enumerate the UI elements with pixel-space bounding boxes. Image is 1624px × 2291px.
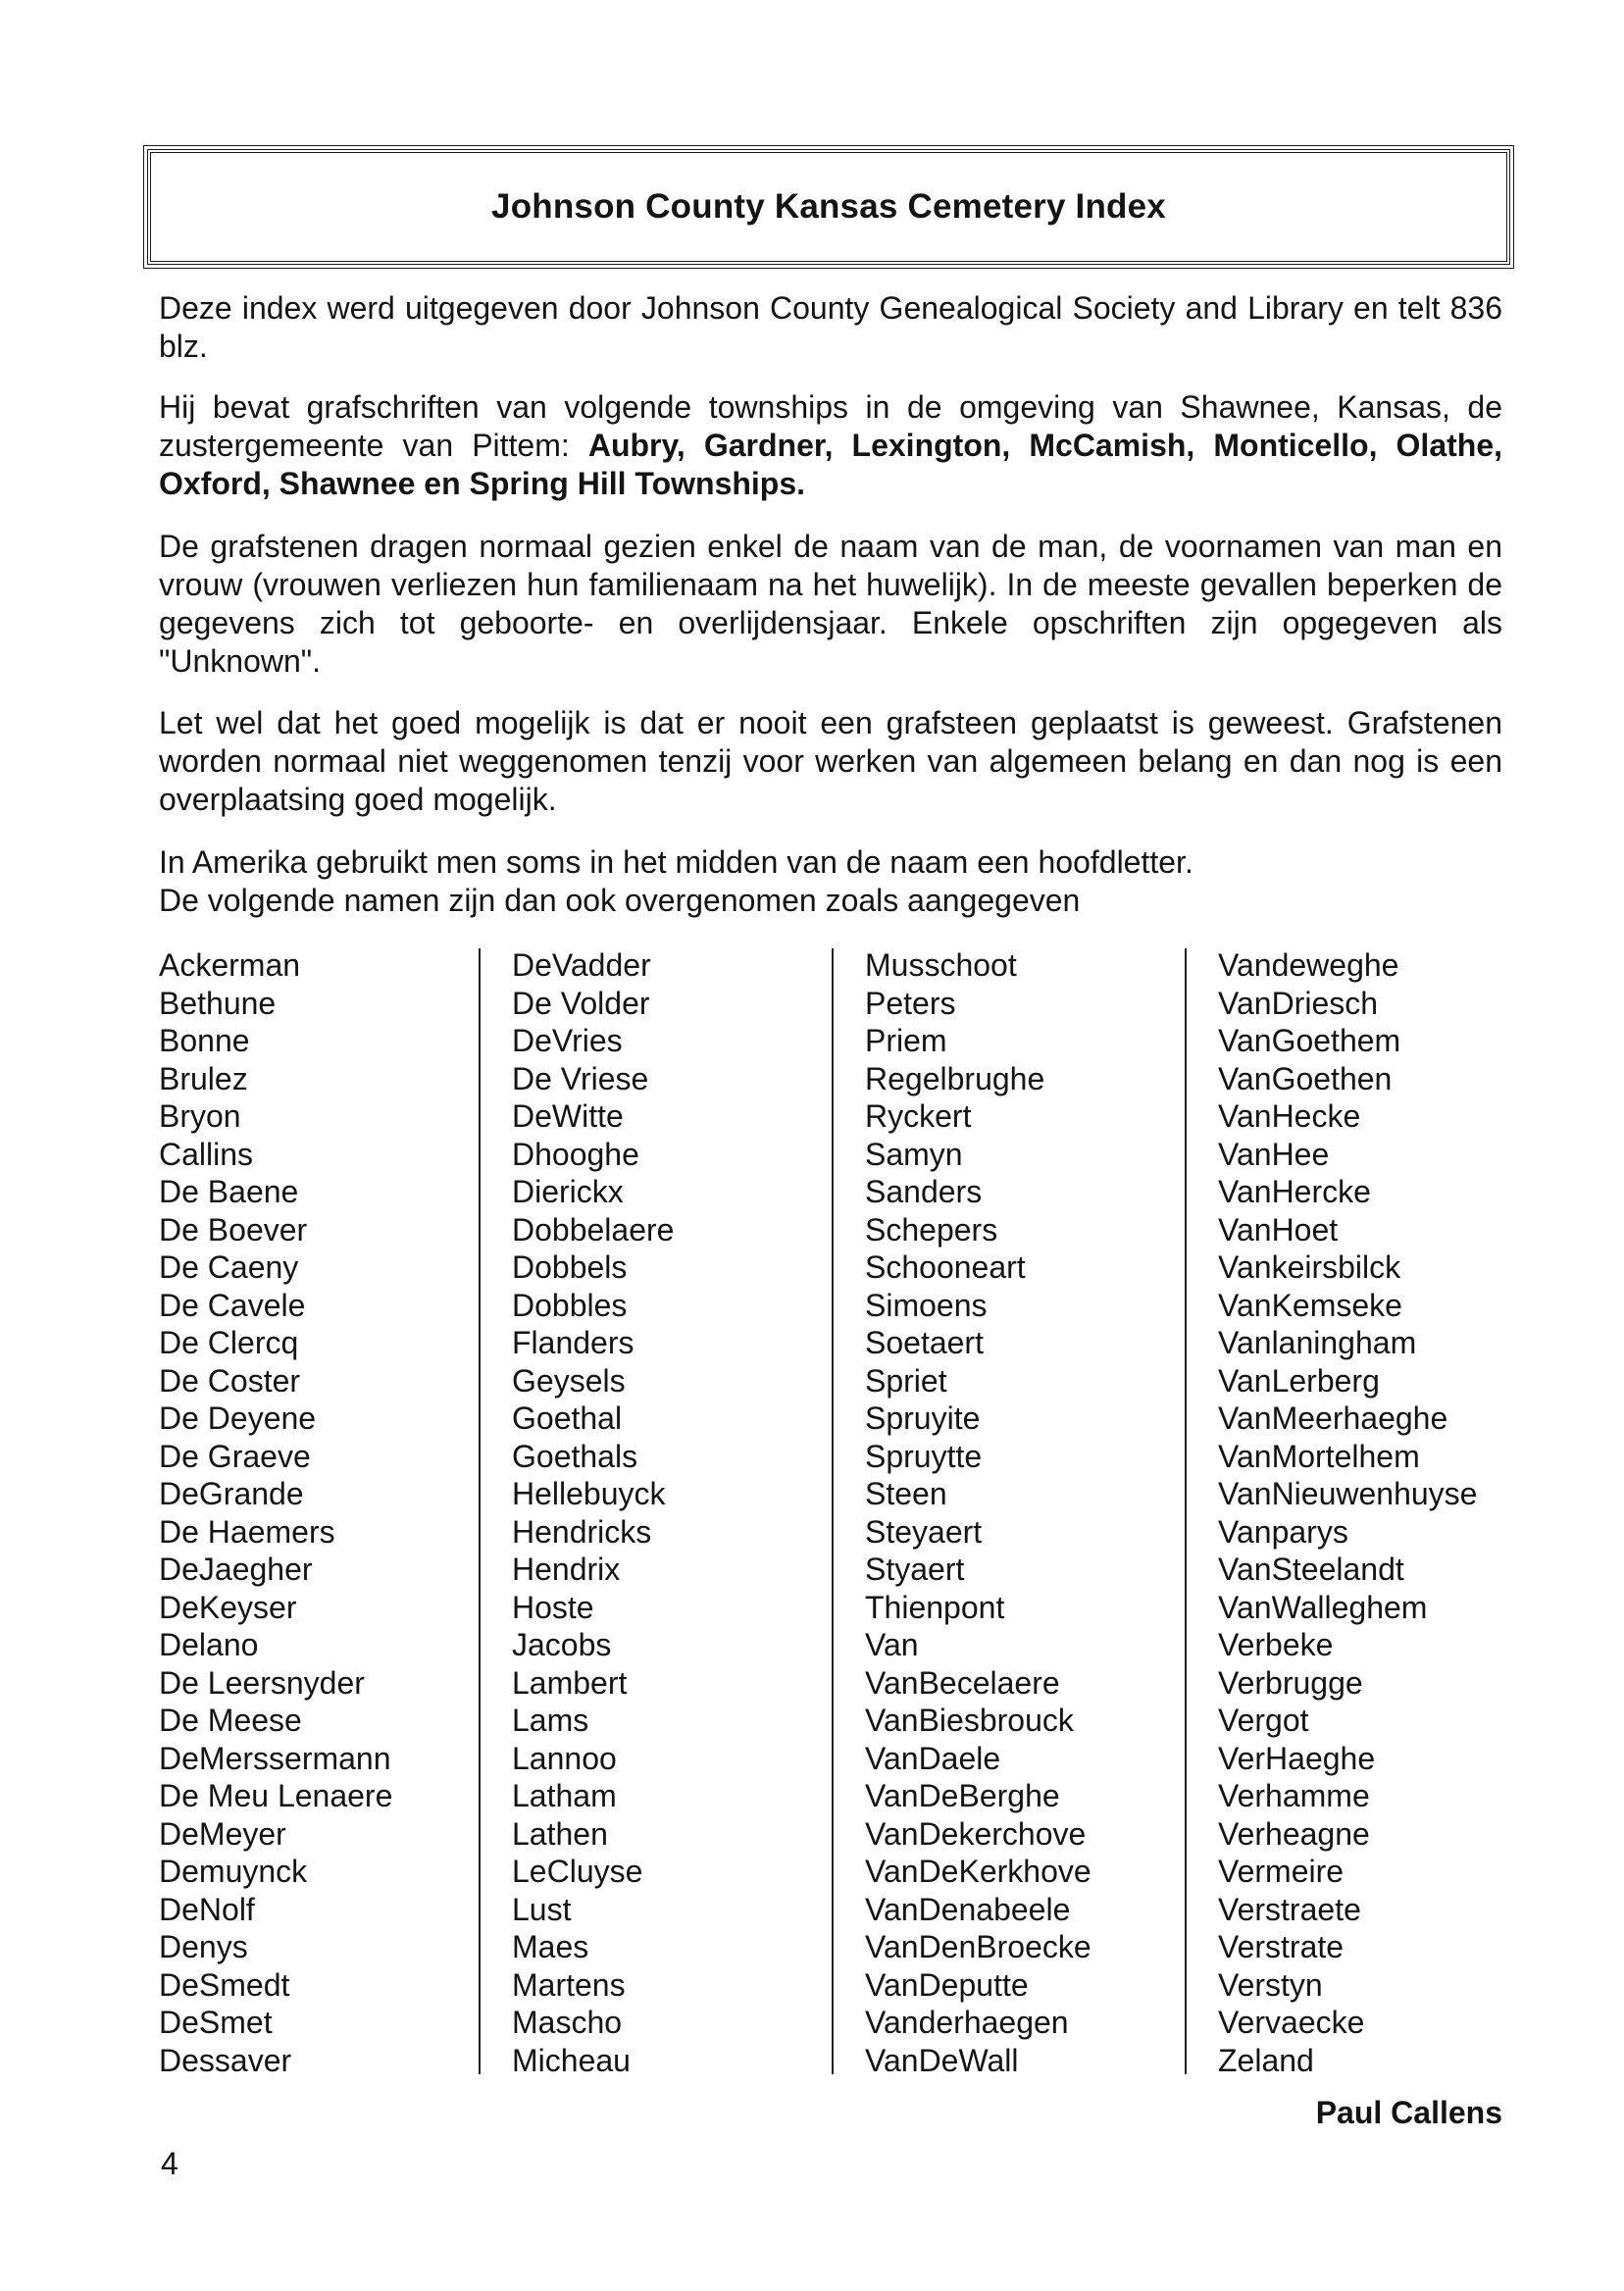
surname-item: VanDeKerkhove	[865, 1854, 1091, 1889]
surname-item: Van	[865, 1627, 919, 1662]
surname-item: Spruytte	[865, 1438, 983, 1474]
surname-item: Callins	[159, 1136, 254, 1172]
surname-item: De Leersnyder	[159, 1664, 365, 1701]
paragraph-townships	[159, 388, 1502, 503]
surname-item: Priem	[865, 1023, 947, 1058]
surname-item: DeMerssermann	[159, 1740, 391, 1776]
surname-item: DeSmet	[159, 2005, 273, 2040]
surname-item: Ryckert	[865, 1098, 972, 1134]
surname-item: Vanderhaegen	[865, 2005, 1069, 2040]
surname-item: VanDeWall	[865, 2042, 1019, 2078]
names-intro-line-1: In Amerika gebruikt men soms in het midden van de naam een hoofdletter.	[159, 844, 1193, 880]
surname-item: VanHoet	[1218, 1211, 1339, 1247]
surname-item: DeSmedt	[159, 1966, 290, 2003]
names-intro-line-2: De volgende namen zijn dan ook overgenomen zoals aangegeven	[159, 883, 1081, 918]
surname-item: De Volder	[512, 985, 650, 1021]
surname-item: VanBiesbrouck	[865, 1703, 1074, 1738]
surname-item: Goethal	[512, 1400, 623, 1436]
surname-item: Simoens	[865, 1287, 988, 1323]
surname-item: Dhooghe	[512, 1136, 639, 1172]
surname-item: De Caeny	[159, 1249, 299, 1285]
surname-item: Schooneart	[865, 1249, 1026, 1285]
surname-item: VanMeerhaeghe	[1218, 1400, 1448, 1436]
surname-item: Hellebuyck	[512, 1476, 666, 1511]
surname-item: De Meu Lenaere	[159, 1778, 393, 1813]
surname-item: Bonne	[159, 1023, 250, 1058]
surname-item: VanWalleghem	[1218, 1589, 1428, 1625]
surname-item: Brulez	[159, 1060, 248, 1096]
names-table	[159, 946, 1502, 2078]
surname-item: Zeland	[1218, 2042, 1314, 2078]
surname-item: VerHaeghe	[1218, 1740, 1376, 1776]
surname-item: VanDenabeele	[865, 1891, 1071, 1927]
surname-item: Verstrate	[1218, 1929, 1345, 1964]
surname-item: VanHercke	[1218, 1174, 1371, 1209]
surname-item: Musschoot	[865, 947, 1017, 983]
surname-item: Verstraete	[1218, 1891, 1361, 1927]
surname-item: VanBecelaere	[865, 1664, 1060, 1701]
surname-item: DeWitte	[512, 1098, 624, 1134]
surname-item: Spruyite	[865, 1400, 981, 1436]
surname-item: De Cavele	[159, 1287, 306, 1323]
surname-item: Lust	[512, 1891, 572, 1927]
surname-item: Dobbels	[512, 1249, 628, 1285]
surname-item: Vanparys	[1218, 1513, 1348, 1550]
paragraph-names-intro	[159, 843, 1502, 920]
names-column-1	[159, 946, 482, 2078]
surname-item: De Baene	[159, 1174, 299, 1209]
surname-item: De Deyene	[159, 1400, 317, 1436]
surname-item: De Boever	[159, 1211, 308, 1247]
surname-item: De Coster	[159, 1362, 301, 1399]
surname-item: VanHecke	[1218, 1098, 1361, 1134]
surname-item: Goethals	[512, 1438, 638, 1474]
surname-item: Flanders	[512, 1325, 634, 1360]
names-column-4	[1218, 946, 1542, 2078]
surname-item: Vandeweghe	[1218, 947, 1399, 983]
column-separator	[832, 948, 834, 2074]
paragraph-intro: Deze index werd uitgegeven door Johnson County Genealogical Society and Library en telt 836 blz.	[159, 290, 1502, 364]
column-separator	[479, 948, 481, 2074]
surname-item: Verheagne	[1218, 1815, 1370, 1852]
surname-item: Dobbelaere	[512, 1211, 675, 1247]
surname-item: Mascho	[512, 2005, 623, 2040]
surname-item: VanDeputte	[865, 1966, 1029, 2003]
surname-item: Maes	[512, 1929, 589, 1964]
surname-item: Thienpont	[865, 1589, 1005, 1625]
surname-item: De Clercq	[159, 1325, 299, 1360]
paragraph-note: Let wel dat het goed mogelijk is dat er nooit een grafsteen geplaatst is geweest. Grafstenen worden normaal niet weggenomen tenzij voor werken van algemeen belang en dan nog is een overplaatsing goed mogelijk.	[159, 705, 1502, 817]
surname-item: Ackerman	[159, 947, 301, 983]
surname-item: Peters	[865, 985, 956, 1021]
surname-item: De Haemers	[159, 1513, 335, 1550]
surname-item: Verstyn	[1218, 1966, 1323, 2003]
page-number: 4	[161, 2146, 178, 2181]
surname-item: Latham	[512, 1778, 617, 1813]
surname-item: VanDenBroecke	[865, 1929, 1091, 1964]
surname-item: VanNieuwenhuyse	[1218, 1476, 1478, 1511]
surname-item: Samyn	[865, 1136, 963, 1172]
surname-item: DeNolf	[159, 1891, 255, 1927]
surname-item: Verbeke	[1218, 1627, 1334, 1662]
column-separator	[1185, 948, 1187, 2074]
surname-item: Denys	[159, 1929, 248, 1964]
surname-item: VanMortelhem	[1218, 1438, 1420, 1474]
surname-item: VanGoethen	[1218, 1060, 1393, 1096]
surname-item: Bethune	[159, 985, 277, 1021]
surname-item: DeKeyser	[159, 1589, 297, 1625]
surname-item: Hendricks	[512, 1513, 652, 1550]
surname-item: Steen	[865, 1476, 947, 1511]
surname-item: Martens	[512, 1966, 626, 2003]
surname-item: VanDeBerghe	[865, 1778, 1060, 1813]
surname-item: VanHee	[1218, 1136, 1330, 1172]
surname-item: Steyaert	[865, 1513, 983, 1550]
surname-item: Vanlaningham	[1218, 1325, 1417, 1360]
surname-item: Sanders	[865, 1174, 983, 1209]
surname-item: VanLerberg	[1218, 1362, 1380, 1399]
surname-item: De Vriese	[512, 1060, 649, 1096]
surname-item: VanDaele	[865, 1740, 1001, 1776]
title-box	[147, 149, 1510, 265]
surname-item: DeJaegher	[159, 1552, 313, 1587]
surname-item: VanDriesch	[1218, 985, 1379, 1021]
surname-item: Delano	[159, 1627, 259, 1662]
surname-item: Lams	[512, 1703, 589, 1738]
surname-item: Verbrugge	[1218, 1664, 1363, 1701]
townships-intro-text: Hij bevat grafschriften van volgende townships in de omgeving van Shawnee, Kansas, de zustergemeente van Pittem:	[159, 389, 1502, 463]
surname-item: Schepers	[865, 1211, 998, 1247]
surname-item: Hoste	[512, 1589, 594, 1625]
surname-item: De Graeve	[159, 1438, 311, 1474]
surname-item: Regelbrughe	[865, 1060, 1045, 1096]
surname-item: Geysels	[512, 1362, 626, 1399]
surname-item: DeVadder	[512, 947, 651, 983]
surname-item: Dobbles	[512, 1287, 628, 1323]
names-column-2	[512, 946, 836, 2078]
surname-item: Dierickx	[512, 1174, 624, 1209]
surname-item: Vervaecke	[1218, 2005, 1365, 2040]
surname-item: Vermeire	[1218, 1854, 1345, 1889]
surname-item: Dessaver	[159, 2042, 292, 2078]
surname-item: Vankeirsbilck	[1218, 1249, 1401, 1285]
surname-item: VanSteelandt	[1218, 1552, 1404, 1587]
surname-item: Verhamme	[1218, 1778, 1370, 1813]
surname-item: Soetaert	[865, 1325, 984, 1360]
surname-item: Styaert	[865, 1552, 965, 1587]
surname-item: Lathen	[512, 1815, 608, 1852]
surname-item: Micheau	[512, 2042, 631, 2078]
page-title: Johnson County Kansas Cemetery Index	[491, 187, 1166, 226]
surname-item: LeCluyse	[512, 1854, 643, 1889]
surname-item: Vergot	[1218, 1703, 1309, 1738]
surname-item: Lambert	[512, 1664, 628, 1701]
surname-item: DeVries	[512, 1023, 623, 1058]
surname-item: DeGrande	[159, 1476, 304, 1511]
author-signature: Paul Callens	[1315, 2095, 1502, 2130]
surname-item: De Meese	[159, 1703, 302, 1738]
surname-item: Spriet	[865, 1362, 947, 1399]
surname-item: Demuynck	[159, 1854, 308, 1889]
surname-item: Jacobs	[512, 1627, 612, 1662]
surname-item: VanGoethem	[1218, 1023, 1401, 1058]
surname-item: DeMeyer	[159, 1815, 286, 1852]
surname-item: VanDekerchove	[865, 1815, 1087, 1852]
names-column-3	[865, 946, 1189, 2078]
surname-item: Bryon	[159, 1098, 241, 1134]
townships-list-bold: Aubry, Gardner, Lexington, McCamish, Monticello, Olathe, Oxford, Shawnee en Spring Hill Townships.	[159, 428, 1502, 501]
surname-item: Lannoo	[512, 1740, 617, 1776]
paragraph-gravestones: De grafstenen dragen normaal gezien enkel de naam van de man, de voornamen van man en vrouw (vrouwen verliezen hun familienaam na het huwelijk). In de meeste gevallen beperken de gegevens zich tot geboorte- en overlijdensjaar. Enkele opschriften zijn opgegeven als "Unknown".	[159, 529, 1502, 679]
surname-item: Hendrix	[512, 1552, 621, 1587]
surname-item: VanKemseke	[1218, 1287, 1402, 1323]
